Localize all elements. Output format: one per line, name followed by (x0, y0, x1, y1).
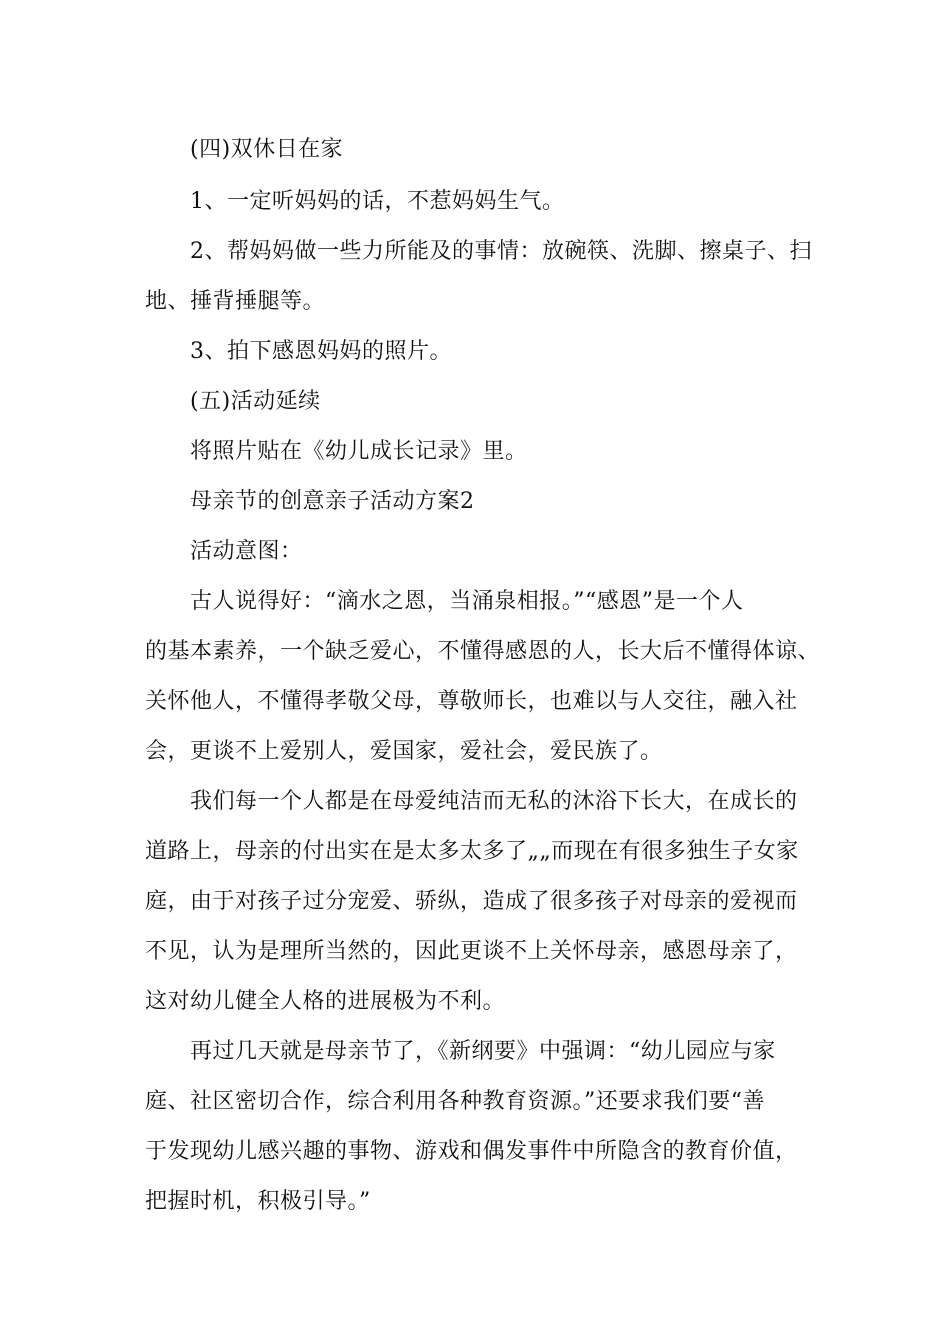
section-heading-continue: (五)活动延续 (190, 389, 321, 414)
paragraph-line: 我们每一个人都是在母爱纯洁而无私的沐浴下长大，在成长的 (190, 789, 798, 814)
paragraph-line: 道路上，母亲的付出实在是太多太多了„„而现在有很多独生子女家 (145, 839, 799, 864)
list-item-2-cont: 地、捶背捶腿等。 (145, 289, 326, 314)
list-item-2: 2、帮妈妈做一些力所能及的事情：放碗筷、洗脚、擦桌子、扫 (190, 239, 812, 264)
section-heading-weekend: (四)双休日在家 (190, 137, 344, 162)
paragraph-line: 庭，由于对孩子过分宠爱、骄纵，造成了很多孩子对母亲的爱视而 (145, 889, 798, 914)
paragraph-line: 再过几天就是母亲节了，《新纲要》中强调：“幼儿园应与家 (190, 1039, 776, 1064)
paragraph-line: 古人说得好：“滴水之恩，当涌泉相报。”“感恩”是一个人 (190, 589, 744, 614)
paragraph-line: 这对幼儿健全人格的进展极为不利。 (145, 989, 506, 1014)
paragraph-line: 把握时机，积极引导。” (145, 1189, 371, 1214)
section-heading-intent: 活动意图： (190, 539, 303, 564)
paragraph-line: 会，更谈不上爱别人，爱国家，爱社会，爱民族了。 (145, 739, 663, 764)
paragraph-line: 关怀他人，不懂得孝敬父母，尊敬师长，也难以与人交往，融入社 (145, 689, 798, 714)
list-item-1: 1、一定听妈妈的话，不惹妈妈生气。 (190, 189, 565, 214)
paragraph-line: 庭、社区密切合作，综合利用各种教育资源。”还要求我们要“善 (145, 1089, 765, 1114)
paragraph-line: 于发现幼儿感兴趣的事物、游戏和偶发事件中所隐含的教育价值， (145, 1139, 798, 1164)
paragraph-line: 将照片贴在《幼儿成长记录》里。 (190, 439, 528, 464)
list-item-3: 3、拍下感恩妈妈的照片。 (190, 339, 452, 364)
paragraph-line: 的基本素养，一个缺乏爱心，不懂得感恩的人，长大后不懂得体谅、 (145, 639, 821, 664)
paragraph-line: 不见，认为是理所当然的，因此更谈不上关怀母亲，感恩母亲了， (145, 939, 798, 964)
plan-title: 母亲节的创意亲子活动方案2 (190, 489, 475, 514)
